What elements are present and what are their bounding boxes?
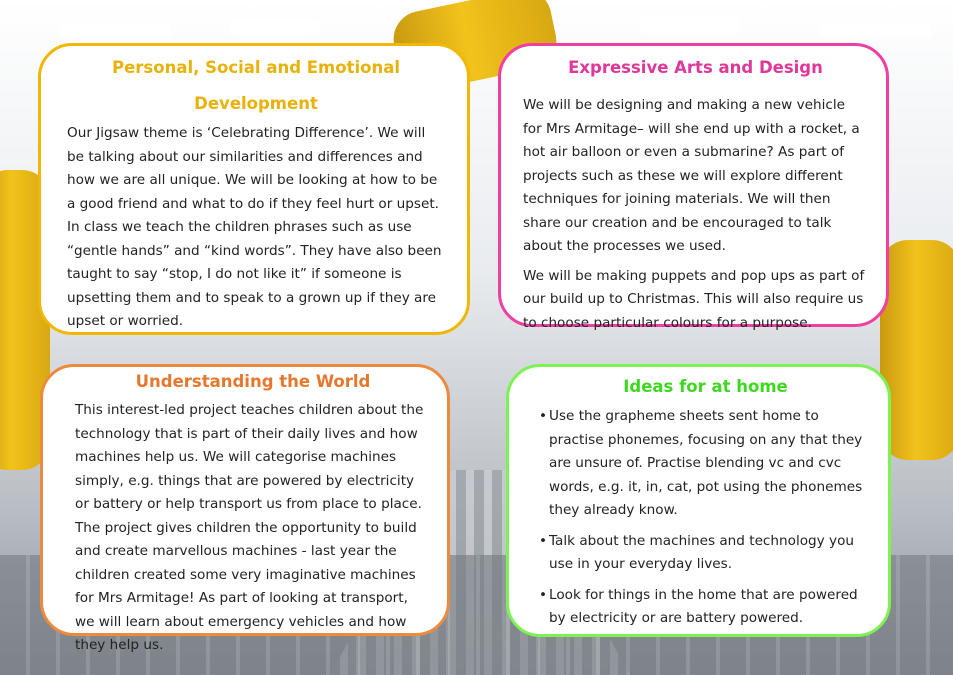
ead-title: Expressive Arts and Design [568, 58, 823, 77]
utw-body: This interest-led project teaches children about the technology that is part of their daily lives and how machines help us. We will categorise machines simply, e.g. things that are powered by electricity or battery or help transport us from place to place. The project gives children the opportunity to build and create marvellous machines - last year the children created some very imaginative machines for Mrs Armitage! As part of looking at transport, we will learn about emergency vehicles and how they help us. [75, 402, 424, 653]
psed-panel [38, 43, 470, 335]
home-ideas-title: Ideas for at home [623, 377, 788, 396]
ceiling-light [820, 22, 930, 36]
utw-panel [40, 364, 450, 653]
psed-body: Our Jigsaw theme is ‘Celebrating Difference’. We will be talking about our similarities and differences and how we are all unique. We will be looking at how to be a good friend and what to do if they feel hurt or upset. In class we teach the children phrases such as use “gentle hands” and “kind words”. They have also been taught to say “stop, I do not like it” if someone is upsetting them and to speak to a grown up if they are upset or worried. [67, 125, 442, 329]
ceiling-light [60, 22, 170, 36]
ceiling-light [230, 20, 320, 34]
psed-title [67, 50, 445, 122]
psed-title-line2: Development [194, 94, 318, 113]
ceiling-light [640, 18, 740, 32]
psed-title-line1: Personal, Social and Emotional [112, 58, 400, 77]
list-item: • Use the grapheme sheets sent home to practise phonemes, focusing on any that they are unsure of. Practise blending vc and cvc words, e.g. it, in, cat, pot using the phonemes they already know. [539, 405, 872, 523]
list-item: • Talk about the machines and technology you use in your everyday lives. [539, 530, 872, 577]
ead-paragraph-1: We will be designing and making a new vehicle for Mrs Armitage– will she end up with a rocket, a hot air balloon or even a submarine? As part of projects such as these we will explore different techniques for joining materials. We will then share our creation and be encouraged to talk about the processes we used. [523, 97, 860, 254]
utw-title: Understanding the World [135, 372, 371, 391]
ead-paragraph-2: We will be making puppets and pop ups as part of our build up to Christmas. This will also require us to choose particular colours for a purpose. [523, 267, 865, 331]
ead-panel [498, 43, 889, 331]
home-ideas-list [539, 405, 872, 631]
home-ideas-panel [506, 364, 891, 637]
list-item: • Look for things in the home that are powered by electricity or are battery powered. [539, 584, 872, 631]
